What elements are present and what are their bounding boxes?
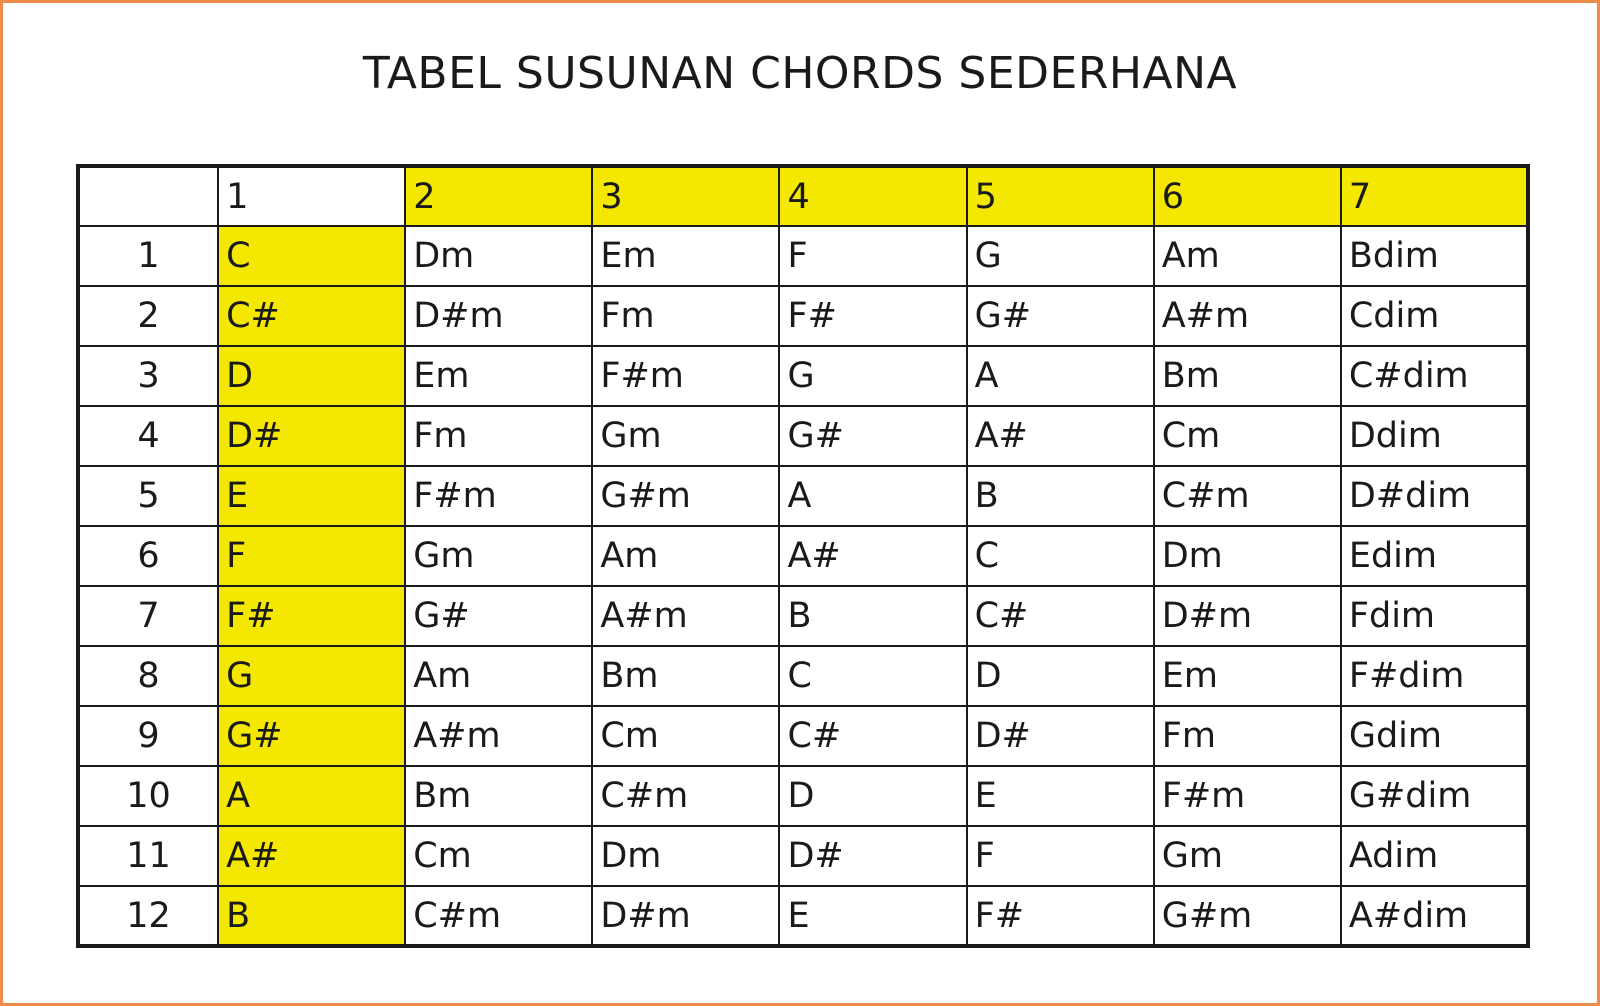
chord-cell: F bbox=[967, 826, 1154, 886]
root-chord-cell: G bbox=[218, 646, 405, 706]
table-row bbox=[78, 646, 1528, 706]
chord-cell: C bbox=[967, 526, 1154, 586]
chord-cell: Gdim bbox=[1341, 706, 1528, 766]
table-row bbox=[78, 526, 1528, 586]
chord-cell: Dm bbox=[1154, 526, 1341, 586]
chord-cell: D#dim bbox=[1341, 466, 1528, 526]
root-chord-cell: D bbox=[218, 346, 405, 406]
chord-cell: Edim bbox=[1341, 526, 1528, 586]
chord-cell: C bbox=[779, 646, 966, 706]
row-number-cell: 10 bbox=[78, 766, 218, 826]
chord-cell: G# bbox=[779, 406, 966, 466]
chord-cell: Fm bbox=[592, 286, 779, 346]
chord-cell: Bm bbox=[405, 766, 592, 826]
table-row bbox=[78, 766, 1528, 826]
chord-cell: C#m bbox=[405, 886, 592, 946]
chord-cell: A bbox=[967, 346, 1154, 406]
chord-table-body bbox=[78, 166, 1528, 946]
chord-cell: Cm bbox=[1154, 406, 1341, 466]
chord-cell: Gm bbox=[1154, 826, 1341, 886]
row-number-cell: 6 bbox=[78, 526, 218, 586]
chord-cell: C#m bbox=[1154, 466, 1341, 526]
chord-cell: F#m bbox=[1154, 766, 1341, 826]
row-number-cell: 2 bbox=[78, 286, 218, 346]
chord-cell: Am bbox=[592, 526, 779, 586]
chord-cell: G bbox=[779, 346, 966, 406]
chord-cell: Gm bbox=[405, 526, 592, 586]
row-number-cell: 7 bbox=[78, 586, 218, 646]
page-title: TABEL SUSUNAN CHORDS SEDERHANA bbox=[362, 48, 1238, 99]
chord-cell: Gm bbox=[592, 406, 779, 466]
root-chord-cell: C bbox=[218, 226, 405, 286]
chord-cell: Am bbox=[1154, 226, 1341, 286]
chord-cell: A#m bbox=[1154, 286, 1341, 346]
root-chord-cell: F bbox=[218, 526, 405, 586]
chord-cell: A#dim bbox=[1341, 886, 1528, 946]
chord-cell: Ddim bbox=[1341, 406, 1528, 466]
chord-cell: D bbox=[967, 646, 1154, 706]
table-header-row bbox=[78, 166, 1528, 226]
row-number-cell: 5 bbox=[78, 466, 218, 526]
chord-cell: F bbox=[779, 226, 966, 286]
table-row bbox=[78, 226, 1528, 286]
chord-cell: Em bbox=[1154, 646, 1341, 706]
chord-cell: Em bbox=[405, 346, 592, 406]
chord-cell: D bbox=[779, 766, 966, 826]
chord-cell: G#dim bbox=[1341, 766, 1528, 826]
table-row bbox=[78, 346, 1528, 406]
chord-cell: G# bbox=[967, 286, 1154, 346]
chord-cell: Cm bbox=[405, 826, 592, 886]
root-chord-cell: E bbox=[218, 466, 405, 526]
column-header-1: 1 bbox=[218, 166, 405, 226]
root-chord-cell: F# bbox=[218, 586, 405, 646]
chord-cell: Dm bbox=[405, 226, 592, 286]
root-chord-cell: A# bbox=[218, 826, 405, 886]
chord-cell: E bbox=[967, 766, 1154, 826]
chord-cell: Fm bbox=[1154, 706, 1341, 766]
column-header-2: 2 bbox=[405, 166, 592, 226]
column-header-5: 5 bbox=[967, 166, 1154, 226]
table-row bbox=[78, 466, 1528, 526]
chord-cell: Cm bbox=[592, 706, 779, 766]
table-row bbox=[78, 406, 1528, 466]
chord-cell: A# bbox=[779, 526, 966, 586]
chord-cell: D# bbox=[779, 826, 966, 886]
table-row bbox=[78, 586, 1528, 646]
column-header-4: 4 bbox=[779, 166, 966, 226]
chord-cell: F#m bbox=[592, 346, 779, 406]
row-number-cell: 8 bbox=[78, 646, 218, 706]
row-number-cell: 9 bbox=[78, 706, 218, 766]
chord-cell: F#m bbox=[405, 466, 592, 526]
chord-cell: D#m bbox=[405, 286, 592, 346]
row-number-cell: 1 bbox=[78, 226, 218, 286]
chord-cell: C# bbox=[779, 706, 966, 766]
chord-cell: Fdim bbox=[1341, 586, 1528, 646]
chord-cell: Am bbox=[405, 646, 592, 706]
table-row bbox=[78, 286, 1528, 346]
root-chord-cell: C# bbox=[218, 286, 405, 346]
chord-cell: F#dim bbox=[1341, 646, 1528, 706]
chord-cell: G# bbox=[405, 586, 592, 646]
table-row bbox=[78, 706, 1528, 766]
column-header-6: 6 bbox=[1154, 166, 1341, 226]
root-chord-cell: G# bbox=[218, 706, 405, 766]
chord-cell: F# bbox=[967, 886, 1154, 946]
chord-cell: G bbox=[967, 226, 1154, 286]
table-row bbox=[78, 886, 1528, 946]
root-chord-cell: D# bbox=[218, 406, 405, 466]
chord-cell: G#m bbox=[592, 466, 779, 526]
column-header-7: 7 bbox=[1341, 166, 1528, 226]
chord-cell: A#m bbox=[592, 586, 779, 646]
chord-cell: Bdim bbox=[1341, 226, 1528, 286]
chord-cell: Bm bbox=[592, 646, 779, 706]
root-chord-cell: A bbox=[218, 766, 405, 826]
column-header-3: 3 bbox=[592, 166, 779, 226]
chord-cell: Dm bbox=[592, 826, 779, 886]
chord-cell: Adim bbox=[1341, 826, 1528, 886]
chord-cell: D#m bbox=[592, 886, 779, 946]
chord-cell: C# bbox=[967, 586, 1154, 646]
chord-cell: D#m bbox=[1154, 586, 1341, 646]
chord-cell: E bbox=[779, 886, 966, 946]
chord-cell: Fm bbox=[405, 406, 592, 466]
chord-cell: F# bbox=[779, 286, 966, 346]
table-row bbox=[78, 826, 1528, 886]
chord-cell: Cdim bbox=[1341, 286, 1528, 346]
chord-cell: C#dim bbox=[1341, 346, 1528, 406]
table-corner-cell bbox=[78, 166, 218, 226]
chord-cell: A bbox=[779, 466, 966, 526]
chord-cell: D# bbox=[967, 706, 1154, 766]
chord-cell: A# bbox=[967, 406, 1154, 466]
chord-cell: G#m bbox=[1154, 886, 1341, 946]
chord-cell: C#m bbox=[592, 766, 779, 826]
chord-cell: B bbox=[779, 586, 966, 646]
chord-table bbox=[76, 164, 1530, 948]
row-number-cell: 12 bbox=[78, 886, 218, 946]
root-chord-cell: B bbox=[218, 886, 405, 946]
chord-cell: Em bbox=[592, 226, 779, 286]
chord-cell: A#m bbox=[405, 706, 592, 766]
row-number-cell: 3 bbox=[78, 346, 218, 406]
row-number-cell: 4 bbox=[78, 406, 218, 466]
chord-cell: B bbox=[967, 466, 1154, 526]
chord-cell: Bm bbox=[1154, 346, 1341, 406]
row-number-cell: 11 bbox=[78, 826, 218, 886]
